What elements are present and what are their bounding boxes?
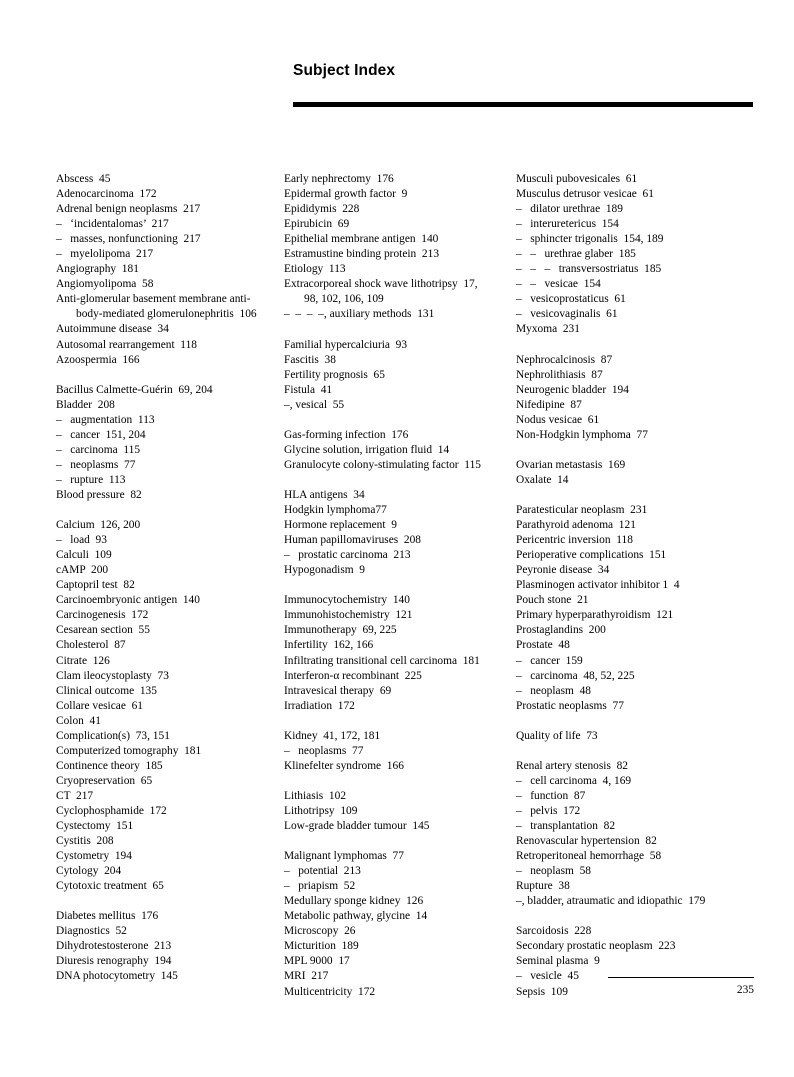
index-subentry: – vesicovaginalis 61 (516, 308, 618, 321)
index-entry: Low-grade bladder tumour 145 (284, 820, 430, 833)
index-entry: Cystitis 208 (56, 835, 114, 848)
index-subentry: – cancer 151, 204 (56, 428, 146, 441)
index-entry: Kidney 41, 172, 181 (284, 729, 381, 742)
index-entry: Angiography 181 (56, 263, 139, 276)
index-entry: Blood pressure 82 (56, 488, 142, 501)
index-entry: Glycine solution, irrigation fluid 14 (284, 443, 450, 456)
index-group-spacer (284, 774, 516, 789)
index-entry: Epirubicin 69 (284, 218, 350, 231)
index-entry: Carcinogenesis 172 (56, 609, 149, 622)
index-entry: CT 217 (56, 789, 94, 802)
index-entry: DNA photocytometry 145 (56, 970, 178, 983)
index-entry: Cytology 204 (56, 865, 122, 878)
index-entry: Granulocyte colony-stimulating factor 115 (284, 458, 481, 471)
index-entry: Prostate 48 (516, 639, 570, 652)
index-subentry: – ‘incidentalomas’ 217 (56, 218, 169, 231)
index-entry: Nifedipine 87 (516, 398, 582, 411)
index-subentry: – – – transversostriatus 185 (516, 263, 662, 276)
index-entry: Captopril test 82 (56, 579, 135, 592)
index-subentry: – vesicle 45 (516, 970, 579, 983)
index-subentry: – neoplasms 77 (284, 744, 364, 757)
index-entry: Fertility prognosis 65 (284, 368, 385, 381)
index-entry: Epididymis 228 (284, 203, 360, 216)
index-subentry: – neoplasm 48 (516, 684, 591, 697)
index-entry: Sarcoidosis 228 (516, 925, 592, 938)
index-entry: Hypogonadism 9 (284, 564, 365, 577)
index-group-spacer (284, 322, 516, 337)
footer-rule-divider (608, 977, 754, 978)
index-entry: Retroperitoneal hemorrhage 58 (516, 850, 662, 863)
index-entry: Interferon-α recombinant 225 (284, 669, 422, 682)
index-subentry: – carcinoma 48, 52, 225 (516, 669, 635, 682)
index-entry: Micturition 189 (284, 940, 359, 953)
index-entry: Human papillomaviruses 208 (284, 534, 421, 547)
index-entry: Azoospermia 166 (56, 353, 140, 366)
index-entry: Fistula 41 (284, 383, 333, 396)
index-entry: Diuresis renography 194 (56, 955, 172, 968)
index-entry: Autosomal rearrangement 118 (56, 338, 197, 351)
index-group-spacer (284, 578, 516, 593)
index-entry: Quality of life 73 (516, 729, 598, 742)
index-entry: Immunohistochemistry 121 (284, 609, 413, 622)
index-entry: Abscess 45 (56, 173, 111, 185)
index-subentry: – neoplasms 77 (56, 458, 136, 471)
index-subentry: – – – –, auxiliary methods 131 (284, 308, 435, 321)
index-entry: Etiology 113 (284, 263, 346, 276)
index-column-2 (284, 172, 516, 1000)
index-entry: Cystometry 194 (56, 850, 132, 863)
index-entry: Hodgkin lymphoma77 (284, 504, 387, 517)
index-entry: Adrenal benign neoplasms 217 (56, 203, 201, 216)
index-entry: Autoimmune disease 34 (56, 323, 169, 336)
index-entry: Dihydrotestosterone 213 (56, 940, 172, 953)
index-entry: Infiltrating transitional cell carcinoma 181 (284, 654, 480, 667)
index-entry: Epithelial membrane antigen 140 (284, 233, 439, 246)
index-entry: Intravesical therapy 69 (284, 684, 392, 697)
index-subentry: – – vesicae 154 (516, 278, 601, 291)
index-subentry: – load 93 (56, 534, 107, 547)
index-entry: Renovascular hypertension 82 (516, 835, 657, 848)
index-entry: Continence theory 185 (56, 759, 163, 772)
index-entry: Cholesterol 87 (56, 639, 126, 652)
page-header (293, 62, 753, 107)
index-entry: MRI 217 (284, 970, 329, 983)
index-column-3 (516, 172, 756, 1000)
index-entry: Calcium 126, 200 (56, 519, 141, 532)
index-subentry: – augmentation 113 (56, 413, 155, 426)
index-entry: Extracorporeal shock wave lithotripsy 17, (284, 278, 478, 291)
index-entry: Infertility 162, 166 (284, 639, 374, 652)
index-entry: Fascitis 38 (284, 353, 336, 366)
index-entry: Musculi pubovesicales 61 (516, 173, 638, 185)
index-subentry: – – urethrae glaber 185 (516, 248, 636, 261)
index-entry: Colon 41 (56, 714, 101, 727)
index-subentry: – vesicoprostaticus 61 (516, 293, 626, 306)
index-entry: Seminal plasma 9 (516, 955, 600, 968)
index-entry: Multicentricity 172 (284, 985, 376, 998)
index-entry: Diabetes mellitus 176 (56, 910, 159, 923)
index-entry: Prostatic neoplasms 77 (516, 699, 624, 712)
index-entry: Cesarean section 55 (56, 624, 150, 637)
index-entry: Early nephrectomy 176 (284, 173, 394, 185)
index-entry: Cyclophosphamide 172 (56, 804, 167, 817)
index-entry: Cystectomy 151 (56, 820, 134, 833)
index-entry: Non-Hodgkin lymphoma 77 (516, 428, 648, 441)
index-subentry: – pelvis 172 (516, 804, 581, 817)
index-entry: Immunocytochemistry 140 (284, 594, 410, 607)
index-entry: Musculus detrusor vesicae 61 (516, 188, 654, 201)
index-subentry: – function 87 (516, 789, 586, 802)
index-entry: Myxoma 231 (516, 323, 580, 336)
page-number: 235 (736, 984, 754, 997)
index-entry: Lithotripsy 109 (284, 804, 358, 817)
index-entry: –, vesical 55 (284, 398, 345, 411)
index-entry: Oxalate 14 (516, 473, 569, 486)
title-rule-divider (293, 102, 753, 107)
index-entry: Nephrocalcinosis 87 (516, 353, 613, 366)
index-subentry: – cell carcinoma 4, 169 (516, 774, 632, 787)
index-entry: Perioperative complications 151 (516, 549, 667, 562)
index-entry: Cryopreservation 65 (56, 774, 153, 787)
page-footer (608, 977, 754, 997)
index-subentry: – prostatic carcinoma 213 (284, 549, 411, 562)
index-entry: Computerized tomography 181 (56, 744, 202, 757)
index-group-spacer (56, 503, 284, 518)
index-entry: Metabolic pathway, glycine 14 (284, 910, 428, 923)
index-subentry: – sphincter trigonalis 154, 189 (516, 233, 664, 246)
index-entry: Rupture 38 (516, 880, 570, 893)
index-entry: Bacillus Calmette-Guérin 69, 204 (56, 383, 213, 396)
index-subentry: – priapism 52 (284, 880, 356, 893)
index-group-spacer (56, 894, 284, 909)
index-group-spacer (516, 909, 756, 924)
index-entry: Pouch stone 21 (516, 594, 589, 607)
index-entry: Klinefelter syndrome 166 (284, 759, 404, 772)
page-title: Subject Index (293, 62, 396, 79)
index-group-spacer (284, 714, 516, 729)
index-entry: Parathyroid adenoma 121 (516, 519, 636, 532)
index-entry: MPL 9000 17 (284, 955, 350, 968)
index-entry: Malignant lymphomas 77 (284, 850, 404, 863)
index-subentry: – dilator urethrae 189 (516, 203, 623, 216)
index-group-spacer (284, 413, 516, 428)
index-entry: Citrate 126 (56, 654, 110, 667)
index-entry: Prostaglandins 200 (516, 624, 606, 637)
index-entry: Hormone replacement 9 (284, 519, 397, 532)
index-entry: –, bladder, atraumatic and idiopathic 179 (516, 895, 706, 908)
index-subentry: – neoplasm 58 (516, 865, 591, 878)
index-subentry: – transplantation 82 (516, 820, 616, 833)
index-group-spacer (516, 488, 756, 503)
index-entry: Plasminogen activator inhibitor 1 4 (516, 579, 680, 592)
index-entry: Collare vesicae 61 (56, 699, 143, 712)
index-group-spacer (516, 443, 756, 458)
index-entry: Microscopy 26 (284, 925, 356, 938)
index-subentry: – cancer 159 (516, 654, 583, 667)
index-entry: Paratesticular neoplasm 231 (516, 504, 648, 517)
index-entry: Lithiasis 102 (284, 789, 347, 802)
index-entry: Primary hyperparathyroidism 121 (516, 609, 674, 622)
index-entry: cAMP 200 (56, 564, 109, 577)
index-group-spacer (56, 368, 284, 383)
index-entry: Familial hypercalciuria 93 (284, 338, 408, 351)
index-entry: Medullary sponge kidney 126 (284, 895, 424, 908)
index-entry: Neurogenic bladder 194 (516, 383, 629, 396)
index-entry: Nodus vesicae 61 (516, 413, 600, 426)
index-entry: Calculi 109 (56, 549, 112, 562)
index-entry: Pericentric inversion 118 (516, 534, 633, 547)
index-subentry: – myelolipoma 217 (56, 248, 154, 261)
index-subentry: – interuretericus 154 (516, 218, 619, 231)
index-group-spacer (516, 714, 756, 729)
index-group-spacer (516, 744, 756, 759)
index-group-spacer (284, 834, 516, 849)
index-entry: Estramustine binding protein 213 (284, 248, 440, 261)
index-entry: Cytotoxic treatment 65 (56, 880, 164, 893)
index-entry: Ovarian metastasis 169 (516, 458, 626, 471)
index-entry-continuation: body-mediated glomerulonephritis 106 (76, 308, 257, 321)
index-entry: Clam ileocystoplasty 73 (56, 669, 169, 682)
index-entry: Irradiation 172 (284, 699, 355, 712)
index-entry: Immunotherapy 69, 225 (284, 624, 397, 637)
index-entry: Carcinoembryonic antigen 140 (56, 594, 200, 607)
index-entry: HLA antigens 34 (284, 488, 365, 501)
index-entry: Renal artery stenosis 82 (516, 759, 628, 772)
index-entry: Sepsis 109 (516, 985, 568, 998)
index-entry: Secondary prostatic neoplasm 223 (516, 940, 676, 953)
index-entry: Anti-glomerular basement membrane anti- (56, 293, 251, 306)
index-group-spacer (516, 338, 756, 353)
index-entry: Epidermal growth factor 9 (284, 188, 408, 201)
index-subentry: – masses, nonfunctioning 217 (56, 233, 201, 246)
index-entry: Clinical outcome 135 (56, 684, 157, 697)
index-entry-continuation: 98, 102, 106, 109 (304, 293, 384, 306)
index-entry: Diagnostics 52 (56, 925, 127, 938)
index-entry: Complication(s) 73, 151 (56, 729, 170, 742)
index-subentry: – rupture 113 (56, 473, 126, 486)
index-entry: Bladder 208 (56, 398, 115, 411)
index-entry: Gas-forming infection 176 (284, 428, 409, 441)
index-entry: Adenocarcinoma 172 (56, 188, 157, 201)
index-entry: Nephrolithiasis 87 (516, 368, 603, 381)
index-column-1 (56, 172, 284, 985)
index-columns (56, 172, 756, 1000)
index-entry: Angiomyolipoma 58 (56, 278, 154, 291)
index-entry: Peyronie disease 34 (516, 564, 610, 577)
index-group-spacer (284, 473, 516, 488)
index-subentry: – potential 213 (284, 865, 361, 878)
index-subentry: – carcinoma 115 (56, 443, 141, 456)
